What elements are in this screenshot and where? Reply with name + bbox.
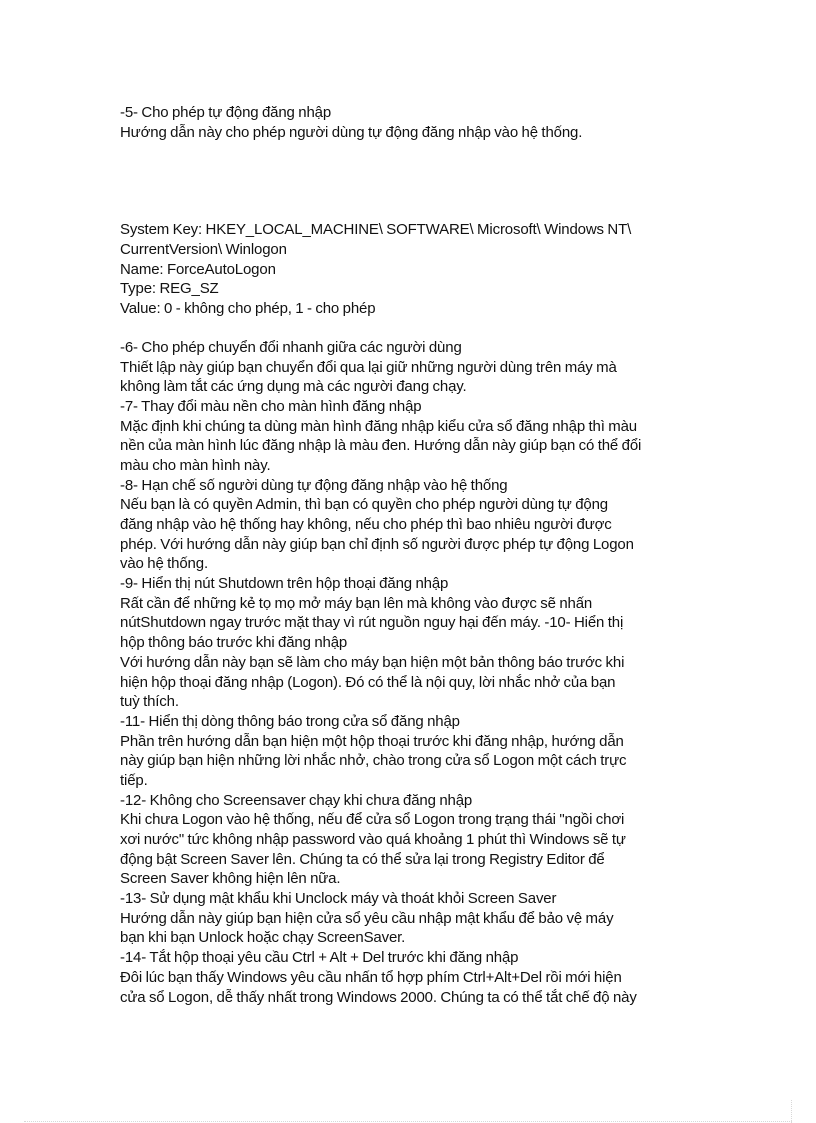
section-heading-8: -8- Hạn chế số người dùng tự động đăng nhập vào hệ thống bbox=[120, 476, 508, 494]
paragraph-line: xơi nước" tức không nhập password vào quá khoảng 1 phút thì Windows sẽ tự bbox=[120, 831, 626, 848]
paragraph-line: Phần trên hướng dẫn bạn hiện một hộp thoại trước khi đăng nhập, hướng dẫn bbox=[120, 732, 624, 750]
section-heading-6: -6- Cho phép chuyển đổi nhanh giữa các người dùng bbox=[120, 338, 462, 356]
section-heading-7: -7- Thay đổi màu nền cho màn hình đăng nhập bbox=[120, 397, 422, 415]
paragraph-line: tiếp. bbox=[120, 771, 148, 789]
paragraph-line: không làm tắt các ứng dụng mà các người đang chạy. bbox=[120, 378, 467, 396]
registry-key-line: System Key: HKEY_LOCAL_MACHINE\ SOFTWARE\ Microsoft\ Windows NT\ bbox=[120, 221, 632, 239]
paragraph-line: Hướng dẫn này cho phép người dùng tự động đăng nhập vào hệ thống. bbox=[120, 123, 583, 141]
paragraph-line: Rất cần để những kẻ tọ mọ mở máy bạn lên mà không vào được sẽ nhấn bbox=[120, 594, 593, 612]
paragraph-line: Hướng dẫn này giúp bạn hiện cửa sổ yêu cầu nhập mật khẩu để bảo vệ máy bbox=[120, 909, 614, 927]
paragraph-line: Thiết lập này giúp bạn chuyển đổi qua lại giữ những người dùng trên máy mà bbox=[120, 358, 617, 376]
paragraph-line: động bật Screen Saver lên. Chúng ta có thể sửa lại trong Registry Editor để bbox=[120, 850, 605, 868]
document-body bbox=[120, 103, 710, 1007]
registry-type-line: Type: REG_SZ bbox=[120, 280, 219, 298]
paragraph-line: Nếu bạn là có quyền Admin, thì bạn có quyền cho phép người dùng tự động bbox=[120, 496, 608, 514]
paragraph-line: Khi chưa Logon vào hệ thống, nếu để cửa sổ Logon trong trạng thái "ngồi chơi bbox=[120, 811, 625, 829]
paragraph-line: hộp thông báo trước khi đăng nhập bbox=[120, 634, 348, 652]
blank-gap bbox=[120, 319, 710, 338]
section-heading-12: -12- Không cho Screensaver chạy khi chưa đăng nhập bbox=[120, 791, 473, 809]
paragraph-line: nền của màn hình lúc đăng nhập là màu đen. Hướng dẫn này giúp bạn có thể đổi bbox=[120, 437, 642, 455]
paragraph-line: Mặc định khi chúng ta dùng màn hình đăng nhập kiểu cửa sổ đăng nhập thì màu bbox=[120, 417, 638, 435]
page-corner-border bbox=[791, 1100, 792, 1123]
paragraph-line: màu cho màn hình này. bbox=[120, 456, 271, 474]
paragraph-line: Screen Saver không hiện lên nữa. bbox=[120, 870, 341, 888]
paragraph-line: phép. Với hướng dẫn này giúp bạn chỉ định số người được phép tự động Logon bbox=[120, 535, 634, 553]
paragraph-line: tuỳ thích. bbox=[120, 693, 179, 711]
section-heading-13: -13- Sử dụng mật khẩu khi Unclock máy và thoát khỏi Screen Saver bbox=[120, 890, 557, 908]
registry-name-line: Name: ForceAutoLogon bbox=[120, 260, 276, 278]
paragraph-line: Đôi lúc bạn thấy Windows yêu cầu nhấn tổ hợp phím Ctrl+Alt+Del rồi mới hiện bbox=[120, 968, 622, 986]
section-heading-5: -5- Cho phép tự động đăng nhập bbox=[120, 104, 332, 121]
section-heading-14: -14- Tắt hộp thoại yêu cầu Ctrl + Alt + Del trước khi đăng nhập bbox=[120, 949, 519, 967]
registry-key-line: CurrentVersion\ Winlogon bbox=[120, 241, 287, 259]
paragraph-line: này giúp bạn hiện những lời nhắc nhở, chào trong cửa sổ Logon một cách trực bbox=[120, 752, 627, 770]
paragraph-line: đăng nhập vào hệ thống hay không, nếu cho phép thì bao nhiêu người được bbox=[120, 516, 612, 533]
section-heading-9: -9- Hiển thị nút Shutdown trên hộp thoại đăng nhập bbox=[120, 575, 449, 593]
registry-value-line: Value: 0 - không cho phép, 1 - cho phép bbox=[120, 300, 376, 318]
section-heading-11: -11- Hiển thị dòng thông báo trong cửa sổ đăng nhập bbox=[120, 712, 460, 730]
paragraph-line: nútShutdown ngay trước mặt thay vì rút nguồn nguy hại đến máy. -10- Hiển thị bbox=[120, 614, 624, 632]
paragraph-line: cửa sổ Logon, dễ thấy nhất trong Windows 2000. Chúng ta có thể tắt chế độ này bbox=[120, 988, 637, 1006]
paragraph-line: vào hệ thống. bbox=[120, 555, 208, 573]
paragraph-line: bạn khi bạn Unlock hoặc chạy ScreenSaver. bbox=[120, 929, 406, 947]
paragraph-line: Với hướng dẫn này bạn sẽ làm cho máy bạn hiện một bản thông báo trước khi bbox=[120, 653, 625, 671]
blank-gap bbox=[120, 142, 710, 220]
page-bottom-border bbox=[24, 1121, 792, 1122]
paragraph-line: hiện hộp thoại đăng nhập (Logon). Đó có thể là nội quy, lời nhắc nhở của bạn bbox=[120, 673, 616, 691]
